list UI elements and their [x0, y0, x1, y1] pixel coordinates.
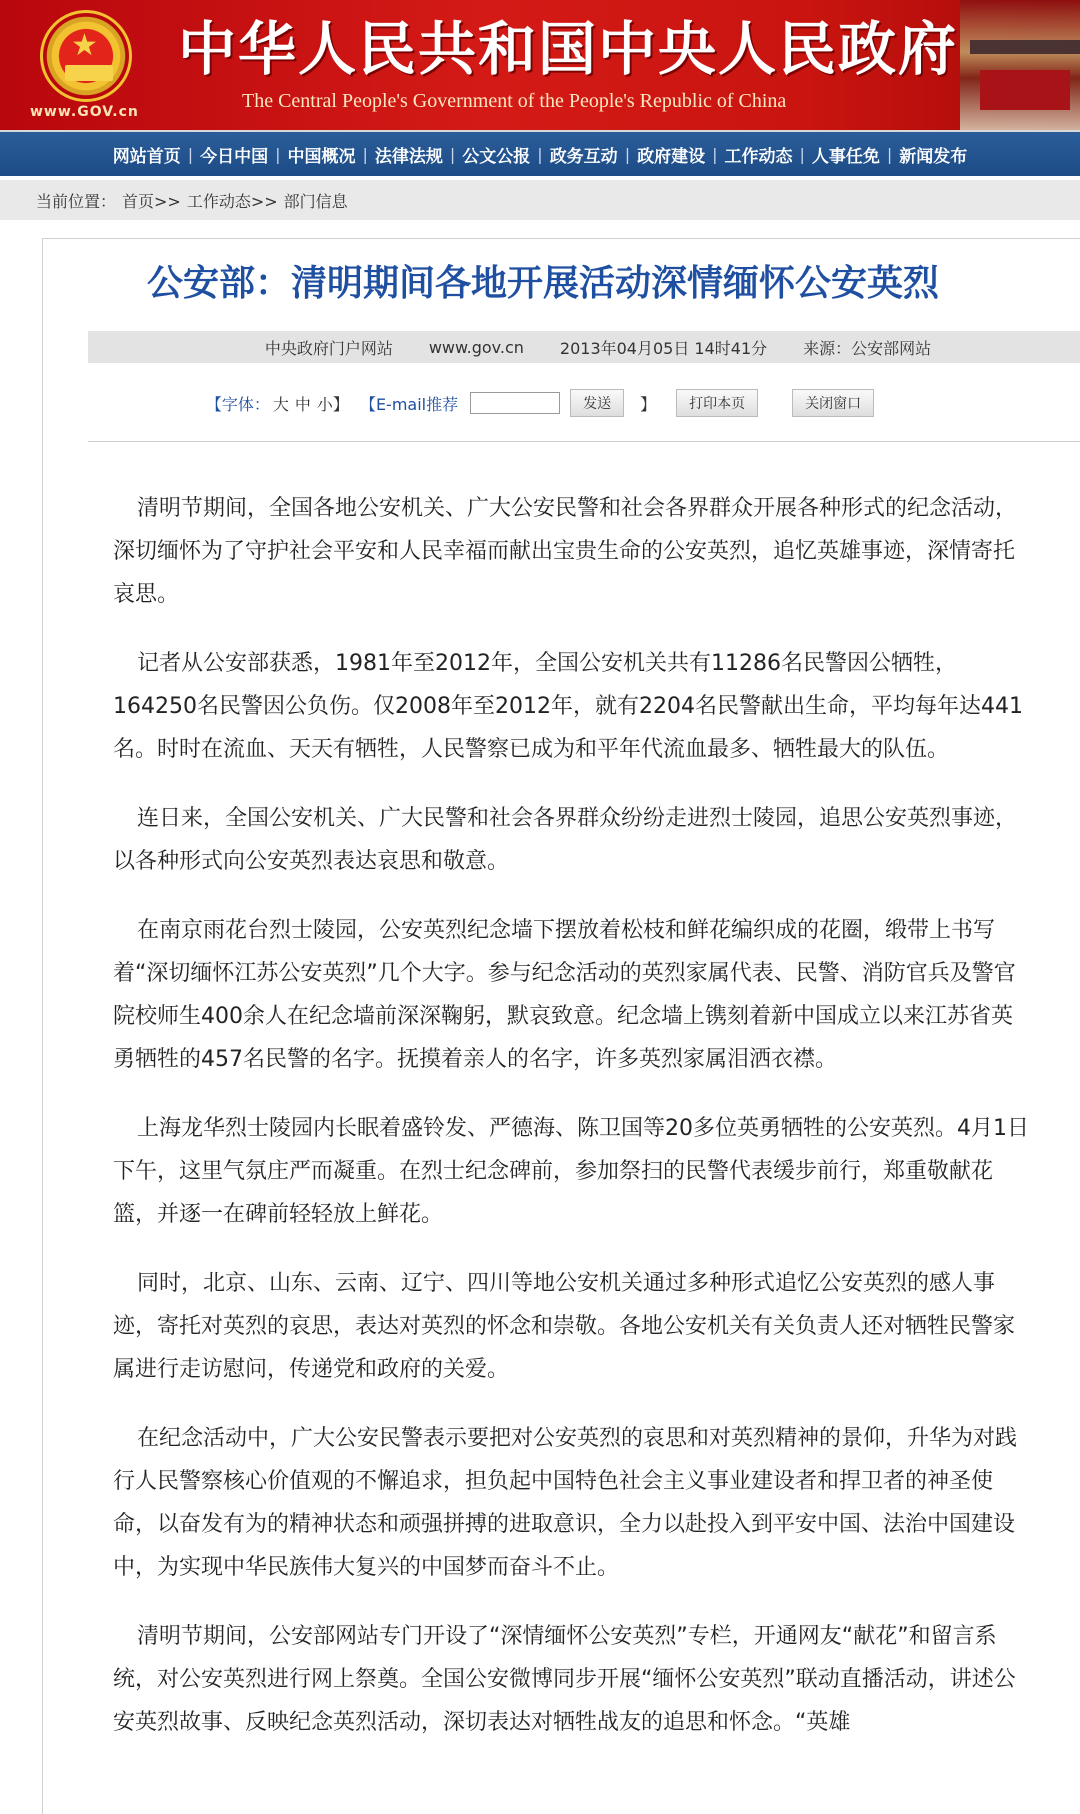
article-headline: 公安部：清明期间各地开展活动深情缅怀公安英烈: [146, 263, 939, 304]
nav-item-gazette[interactable]: 公文公报: [462, 146, 531, 167]
meta-source: 来源：公安部网站: [803, 338, 932, 358]
nav-separator: |: [537, 144, 543, 164]
emblem-star-icon: ★: [71, 28, 98, 63]
nav-item-china-overview[interactable]: 中国概况: [287, 146, 356, 167]
breadcrumb-home-link[interactable]: 首页>>: [122, 191, 181, 211]
font-size-medium-link[interactable]: 中: [294, 394, 311, 414]
meta-url: www.gov.cn: [428, 337, 524, 357]
send-button[interactable]: 发送: [570, 389, 624, 417]
nav-separator: |: [449, 144, 456, 164]
font-size-small-link[interactable]: 小】: [316, 394, 349, 414]
article-container: [42, 238, 1080, 1814]
nav-item-work-news[interactable]: 工作动态: [724, 146, 793, 167]
breadcrumb-current-link[interactable]: 部门信息: [283, 191, 348, 211]
nav-separator: |: [799, 144, 805, 164]
font-size-large-link[interactable]: 大: [272, 394, 289, 414]
article-paragraph: 在南京雨花台烈士陵园，公安英烈纪念墙下摆放着松枝和鲜花编织成的花圈，缎带上书写着“深切缅怀江苏公安英烈”几个大字。参与纪念活动的英烈家属代表、民警、消防官兵及警官院校师生400余人在纪念墙前深深鞠躬，默哀致意。纪念墙上镌刻着新中国成立以来江苏省英勇牺牲的457名民警的名字。抚摸着亲人的名字，许多英烈家属泪洒衣襟。: [113, 918, 1016, 1072]
article-paragraph: 上海龙华烈士陵园内长眠着盛铃发、严德海、陈卫国等20多位英勇牺牲的公安英烈。4月1日下午，这里气氛庄严而凝重。在烈士纪念碑前，参加祭扫的民警代表缓步前行，郑重敬献花篮，并逐一在碑前轻轻放上鲜花。: [113, 1116, 1029, 1227]
nav-item-press[interactable]: 新闻发布: [899, 146, 968, 167]
nav-item-government-building[interactable]: 政府建设: [637, 146, 706, 167]
article-meta-bar: [88, 331, 1080, 363]
article-body: [113, 487, 1033, 1770]
site-banner: [0, 0, 1080, 130]
nav-separator: |: [362, 144, 368, 164]
meta-portal: 中央政府门户网站: [264, 338, 393, 358]
article-paragraph: 连日来，全国公安机关、广大民警和社会各界群众纷纷走进烈士陵园，追思公安英烈事迹，以各种形式向公安英烈表达哀思和敬意。: [113, 806, 1018, 874]
close-window-button[interactable]: 关闭窗口: [792, 389, 874, 417]
meta-datetime: 2013年04月05日 14时41分: [559, 338, 768, 358]
print-button[interactable]: 打印本页: [676, 389, 758, 417]
tools-divider: [88, 441, 1080, 442]
site-url-label: www.GOV.cn: [30, 104, 139, 120]
breadcrumb: [0, 180, 1080, 220]
article-paragraph: 同时，北京、山东、云南、辽宁、四川等地公安机关通过多种形式追忆公安英烈的感人事迹，寄托对英烈的哀思，表达对英烈的怀念和崇敬。各地公安机关有关负责人还对牺牲民警家属进行走访慰问，传递党和政府的关爱。: [113, 1271, 1016, 1382]
font-size-label: 【字体：: [205, 394, 270, 414]
nav-separator: |: [712, 144, 718, 164]
nav-item-today-china[interactable]: 今日中国: [200, 146, 269, 167]
nav-separator: |: [624, 144, 631, 164]
email-input[interactable]: [470, 392, 560, 414]
article-paragraph: 记者从公安部获悉，1981年至2012年，全国公安机关共有11286名民警因公牺牲，164250名民警因公负伤。仅2008年至2012年，就有2204名民警献出生命，平均每年达441名。时时在流血、天天有牺牲，人民警察已成为和平年代流血最多、牺牲最大的队伍。: [113, 651, 1023, 762]
article-paragraph: 清明节期间，全国各地公安机关、广大公安民警和社会各界群众开展各种形式的纪念活动，深切缅怀为了守护社会平安和人民幸福而献出宝贵生命的公安英烈，追忆英雄事迹，深情寄托哀思。: [113, 496, 1018, 607]
nav-separator: |: [187, 144, 194, 164]
emblem-gate-shape: [65, 65, 113, 81]
site-title-cn: 中华人民共和国中央人民政府: [178, 15, 959, 83]
nav-item-interaction[interactable]: 政务互动: [549, 146, 618, 167]
breadcrumb-section-link[interactable]: 工作动态>>: [186, 191, 278, 211]
main-nav: [0, 130, 1080, 176]
nav-item-laws[interactable]: 法律法规: [374, 146, 443, 167]
email-recommend-label: 【E-mail推荐: [359, 394, 459, 414]
nav-item-appointments[interactable]: 人事任免: [811, 146, 880, 167]
national-emblem-icon: [40, 10, 132, 102]
tiananmen-decoration: [960, 0, 1080, 130]
nav-separator: |: [886, 144, 893, 164]
nav-item-home[interactable]: 网站首页: [112, 146, 181, 167]
nav-separator: |: [275, 144, 281, 164]
breadcrumb-prefix: 当前位置：: [36, 191, 117, 211]
article-tools: [43, 385, 1043, 421]
article-paragraph: 清明节期间，公安部网站专门开设了“深情缅怀公安英烈”专栏，开通网友“献花”和留言系统，对公安英烈进行网上祭奠。全国公安微博同步开展“缅怀公安英烈”联动直播活动，讲述公安英烈故事、反映纪念英烈活动，深切表达对牺牲战友的追思和怀念。“英雄: [113, 1624, 1016, 1735]
site-title-en: The Central People's Government of the People's Republic of China: [242, 90, 787, 112]
article-paragraph: 在纪念活动中，广大公安民警表示要把对公安英烈的哀思和对英烈精神的景仰，升华为对践行人民警察核心价值观的不懈追求，担负起中国特色社会主义事业建设者和捍卫者的神圣使命，以奋发有为的精神状态和顽强拼搏的进取意识，全力以赴投入到平安中国、法治中国建设中，为实现中华民族伟大复兴的中国梦而奋斗不止。: [113, 1426, 1018, 1580]
email-bracket-close: 】: [640, 394, 657, 414]
